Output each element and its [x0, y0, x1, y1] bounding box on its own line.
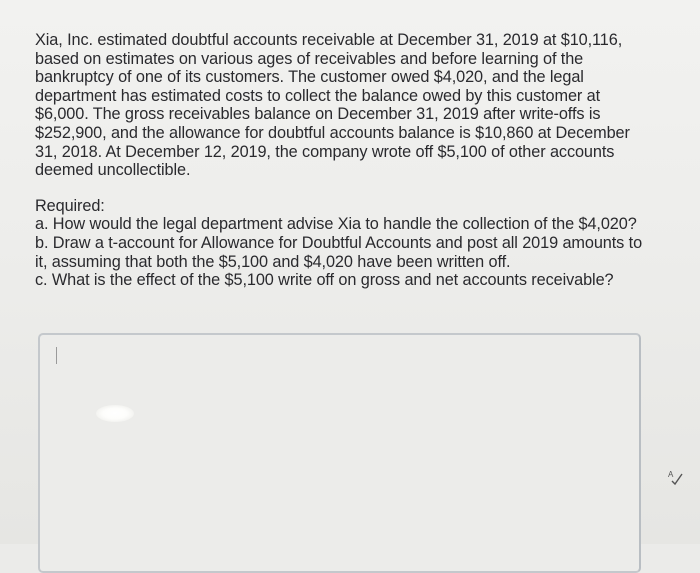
required-item-c: c. What is the effect of the $5,100 write off on gross and net accounts receivable? — [35, 271, 614, 290]
required-item-a: a. How would the legal department advise Xia to handle the collection of the $4,020? — [35, 215, 637, 234]
text-cursor — [56, 347, 57, 364]
svg-text:A: A — [668, 470, 674, 479]
question-statement: Xia, Inc. estimated doubtful accounts receivable at December 31, 2019 at $10,116, based on estimates on various ages of receivables and before learning of the bankruptcy of one of its customers. The customer owed $4,020, and the legal department has estimated costs to collect the balance owed by this customer at $6,000. The gross receivables balance on December 31, 2019 after write-offs is $252,900, and the allowance for doubtful accounts balance is $10,860 at December 31, 2018. At December 12, 2019, the company wrote off $5,100 of other accounts deemed uncollectible. — [35, 31, 630, 180]
required-label: Required: — [35, 196, 105, 215]
answer-text-area[interactable] — [38, 333, 641, 573]
required-item-b: b. Draw a t-account for Allowance for Doubtful Accounts and post all 2019 amounts to it, assuming that both the $5,100 and $4,020 have been written off. — [35, 233, 643, 271]
question-text — [35, 31, 655, 290]
screen-glare — [96, 405, 134, 422]
spellcheck-icon[interactable] — [666, 468, 684, 486]
